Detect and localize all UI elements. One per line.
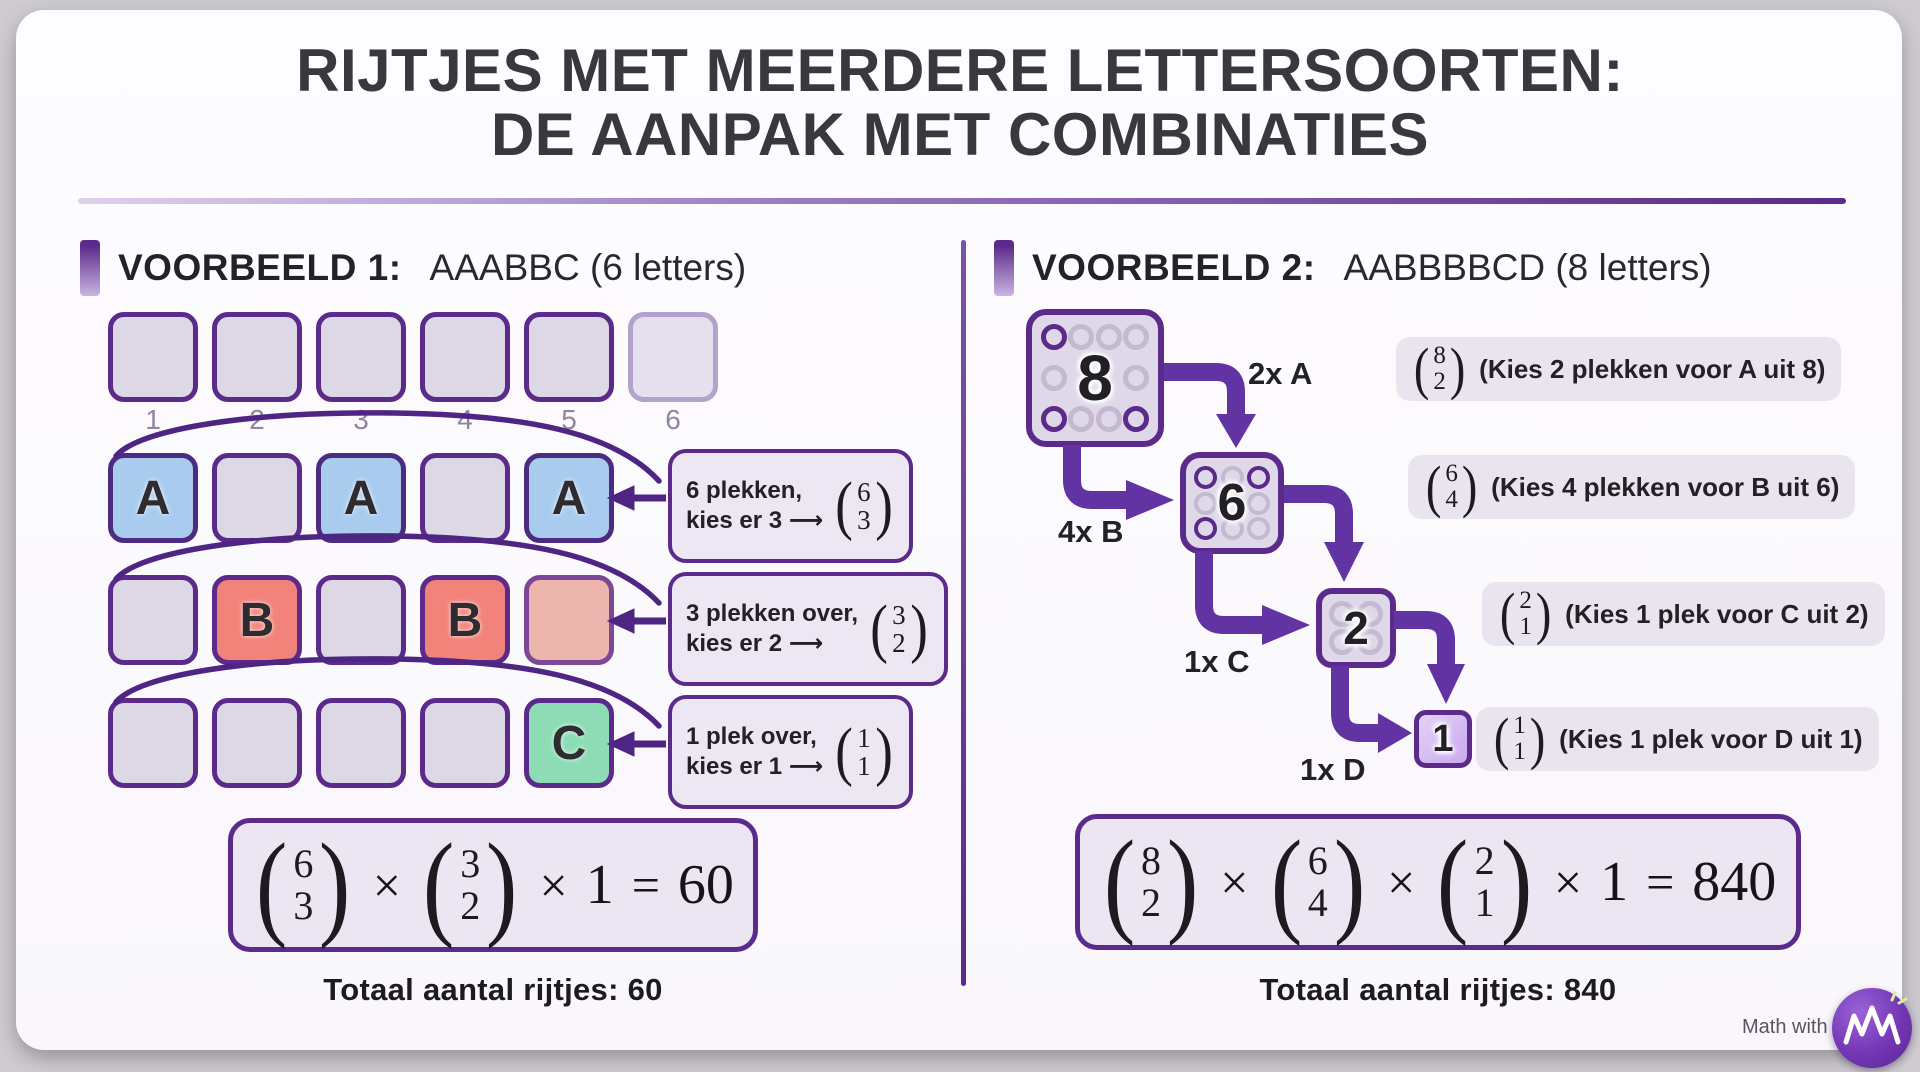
- logo-text: Math with: [1742, 1016, 1828, 1038]
- formula-result: 840: [1692, 851, 1777, 913]
- pill-choose-b: [1408, 455, 1855, 519]
- letter-square-a: A: [108, 453, 198, 543]
- times-operator: ×: [1387, 854, 1416, 910]
- faded-square-b: [524, 575, 614, 665]
- flow-label-2xA: 2x A: [1248, 356, 1313, 391]
- slot-numbers: [108, 404, 718, 436]
- slot-number: 5: [561, 404, 577, 435]
- pill-text: (Kies 1 plek voor C uit 2): [1565, 598, 1869, 629]
- slot-number: 6: [665, 404, 681, 435]
- callout-b-text: 3 plekken over, kies er 2 ⟶: [686, 599, 859, 657]
- example1-sequence: AAABBC (6 letters): [429, 247, 747, 288]
- letter-square-a: A: [524, 453, 614, 543]
- formula-one: 1: [585, 854, 614, 916]
- callout-c: [668, 695, 913, 809]
- slot-row: [108, 312, 718, 402]
- page-title-line1: RIJTJES MET MEERDERE LETTERSOORTEN:: [296, 37, 1624, 104]
- binomial-1-1: ( 1 1 ): [1492, 713, 1547, 765]
- letter-row-b: [108, 575, 614, 665]
- total-example1: Totaal aantal rijtjes: 60: [323, 972, 663, 1007]
- formula-box-example1: [228, 818, 758, 952]
- binomial-2-1: ( 2 1 ): [1498, 588, 1553, 640]
- right-arrow-icon: ⟶: [788, 505, 824, 534]
- empty-square: [212, 698, 302, 788]
- binomial-6-3: ( 6 3 ): [833, 478, 894, 534]
- letter-square-a: A: [316, 453, 406, 543]
- empty-square: [316, 575, 406, 665]
- binomial-3-2: ( 3 2 ): [868, 601, 929, 657]
- pill-text: (Kies 4 plekken voor B uit 6): [1491, 471, 1840, 502]
- letter-row-c: [108, 698, 614, 788]
- slot-number: 3: [353, 404, 369, 435]
- binomial-6-3: ( 6 3 ): [252, 843, 355, 928]
- flow-label-1xC: 1x C: [1184, 644, 1250, 679]
- empty-square: [316, 698, 406, 788]
- empty-square: [108, 575, 198, 665]
- flow-box-2: [1316, 588, 1396, 668]
- flow-number-1: 1: [1432, 717, 1454, 760]
- example2-sequence: AABBBBCD (8 letters): [1343, 247, 1712, 288]
- equals-operator: =: [631, 857, 660, 913]
- letter-row-a: [108, 453, 614, 543]
- times-operator: ×: [1553, 854, 1583, 910]
- letter-square-c: C: [524, 698, 614, 788]
- empty-square: [108, 698, 198, 788]
- binomial-8-2: ( 8 2 ): [1412, 343, 1467, 395]
- empty-square: [420, 453, 510, 543]
- flow-number-2: 2: [1343, 602, 1369, 654]
- flow-number-6: 6: [1217, 474, 1247, 532]
- example2-label: VOORBEELD 2:: [1032, 247, 1316, 288]
- binomial-8-2: ( 8 2 ): [1100, 840, 1203, 925]
- equals-operator: =: [1646, 854, 1675, 910]
- times-operator: ×: [372, 857, 401, 913]
- formula-box-example2: [1075, 814, 1801, 950]
- title-divider: [78, 198, 1846, 204]
- binomial-2-1: ( 2 1 ): [1433, 840, 1536, 925]
- letter-square-b: B: [212, 575, 302, 665]
- binomial-3-2: ( 3 2 ): [419, 843, 522, 928]
- pill-text: (Kies 1 plek voor D uit 1): [1559, 723, 1863, 754]
- times-operator: ×: [539, 857, 568, 913]
- right-arrow-icon: ⟶: [788, 628, 824, 657]
- pill-choose-a: [1396, 337, 1841, 401]
- flow-number-8: 8: [1077, 342, 1113, 414]
- brand-logo-icon: [1832, 988, 1912, 1068]
- callout-c-text: 1 plek over, kies er 1 ⟶: [686, 722, 824, 780]
- empty-square: [212, 453, 302, 543]
- slot-number: 1: [145, 404, 161, 435]
- slot-square-faded: [628, 312, 718, 402]
- times-operator: ×: [1220, 854, 1249, 910]
- pill-choose-d: [1476, 707, 1879, 771]
- slot-number: 4: [457, 404, 473, 435]
- slot-number: 2: [249, 404, 265, 435]
- binomial-6-4: ( 6 4 ): [1267, 840, 1370, 925]
- callout-b: [668, 572, 948, 686]
- empty-square: [420, 698, 510, 788]
- formula-one: 1: [1600, 851, 1629, 913]
- letter-square-b: B: [420, 575, 510, 665]
- logo-monogram-icon: [1832, 988, 1912, 1068]
- formula-result: 60: [677, 854, 734, 916]
- example2-header: [994, 240, 1712, 296]
- flow-label-1xD: 1x D: [1300, 752, 1366, 787]
- callout-a-text: 6 plekken, kies er 3 ⟶: [686, 476, 824, 534]
- total-example2: Totaal aantal rijtjes: 840: [1259, 972, 1617, 1007]
- pill-text: (Kies 2 plekken voor A uit 8): [1479, 353, 1826, 384]
- callout-a: [668, 449, 913, 563]
- slot-square: [108, 312, 198, 402]
- slot-square: [316, 312, 406, 402]
- panel-divider: [961, 240, 966, 986]
- slot-square: [524, 312, 614, 402]
- binomial-6-4: ( 6 4 ): [1424, 461, 1479, 513]
- binomial-1-1: ( 1 1 ): [833, 724, 894, 780]
- flow-label-4xB: 4x B: [1058, 514, 1124, 549]
- accent-bar-icon: [994, 240, 1014, 296]
- flow-box-8: [1026, 309, 1164, 447]
- right-arrow-icon: ⟶: [788, 751, 824, 780]
- example1-label: VOORBEELD 1:: [118, 247, 402, 288]
- slot-square: [420, 312, 510, 402]
- flow-box-6: [1180, 452, 1284, 554]
- page-title-line2: DE AANPAK MET COMBINATIES: [490, 101, 1430, 168]
- pill-choose-c: [1482, 582, 1885, 646]
- example1-header: [80, 240, 746, 296]
- flow-box-1: [1414, 710, 1472, 768]
- accent-bar-icon: [80, 240, 100, 296]
- slot-square: [212, 312, 302, 402]
